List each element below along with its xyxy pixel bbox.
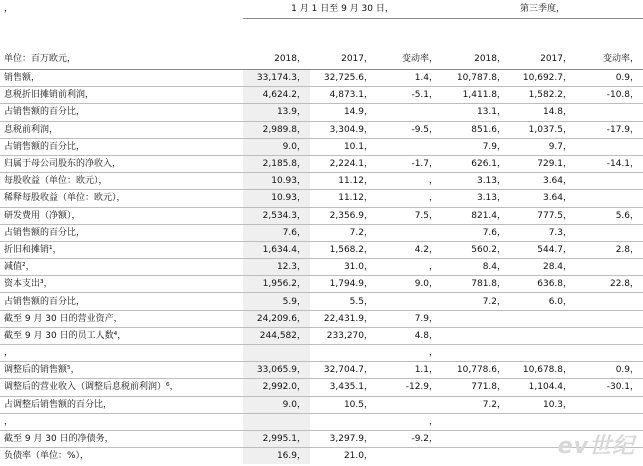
row-value: 636.8，	[510, 276, 576, 293]
row-value	[576, 138, 643, 155]
row-value: 3.13，	[442, 190, 510, 207]
row-value: 11.12，	[310, 190, 377, 207]
row-value: 1,794.9，	[310, 276, 377, 293]
table-row	[0, 259, 643, 276]
row-value: 10,678.8，	[510, 362, 576, 379]
row-value: ，	[377, 413, 442, 430]
row-value: 821.4，	[442, 207, 510, 224]
row-value: 2,534.3，	[243, 207, 310, 224]
row-value: 3,304.9，	[310, 121, 377, 138]
row-value: 10.1，	[310, 138, 377, 155]
row-value: 9.7，	[510, 138, 576, 155]
row-value: 1.4，	[377, 70, 442, 87]
row-value	[243, 413, 310, 430]
row-label: 销售额，	[0, 70, 243, 87]
row-value: 777.5，	[510, 207, 576, 224]
table-row	[0, 430, 643, 447]
row-value: 7.6，	[243, 224, 310, 241]
row-value	[442, 430, 510, 447]
row-value	[576, 104, 643, 121]
row-value: 9.0，	[377, 276, 442, 293]
row-label: 截至 9 月 30 日的净债务，	[0, 430, 243, 447]
row-value: 1,956.2，	[243, 276, 310, 293]
table-row	[0, 121, 643, 138]
table-row	[0, 345, 643, 362]
row-label: 调整后的营业收入（调整后息税前利润）⁶，	[0, 379, 243, 396]
table-row	[0, 104, 643, 121]
table-row	[0, 362, 643, 379]
row-value: 781.8，	[442, 276, 510, 293]
row-value: 3.13，	[442, 173, 510, 190]
row-value	[377, 448, 442, 465]
row-value	[576, 224, 643, 241]
row-value: 2,995.1，	[243, 430, 310, 447]
row-value: 626.1，	[442, 155, 510, 172]
table-row	[0, 396, 643, 413]
row-value	[576, 345, 643, 362]
row-value: -5.1，	[377, 87, 442, 104]
row-label: 占销售额的百分比，	[0, 104, 243, 121]
column-header-2017-quarter: 2017，	[510, 19, 576, 70]
row-value	[442, 413, 510, 430]
table-row	[0, 190, 643, 207]
row-value	[576, 293, 643, 310]
row-label: 占调整后销售额的百分比，	[0, 396, 243, 413]
row-value: 5.6，	[576, 207, 643, 224]
row-value: 4.8，	[377, 327, 442, 344]
row-value	[576, 327, 643, 344]
table-row	[0, 87, 643, 104]
row-value	[576, 190, 643, 207]
row-value: 4.2，	[377, 241, 442, 258]
row-value: ，	[377, 190, 442, 207]
row-label: 占销售额的百分比，	[0, 293, 243, 310]
row-value: 13.9，	[243, 104, 310, 121]
row-label: 占销售额的百分比，	[0, 224, 243, 241]
row-value: 6.0，	[510, 293, 576, 310]
column-header-change-nine-months: 变动率，	[377, 19, 442, 70]
row-value: 771.8，	[442, 379, 510, 396]
row-value: 0.9，	[576, 362, 643, 379]
row-label: ，	[0, 345, 243, 362]
row-label: 息税折旧摊销前利润，	[0, 87, 243, 104]
row-value: 2,356.9，	[310, 207, 377, 224]
row-label: 每股收益（单位：欧元），	[0, 173, 243, 190]
row-value: 14.9，	[310, 104, 377, 121]
row-value: -9.5，	[377, 121, 442, 138]
row-value: 33,065.9，	[243, 362, 310, 379]
column-header-change-quarter: 变动率，	[576, 19, 643, 70]
row-value: 544.7，	[510, 241, 576, 258]
row-value: 1,037.5，	[510, 121, 576, 138]
row-value: 11.12，	[310, 173, 377, 190]
row-value: 22,431.9，	[310, 310, 377, 327]
row-label: 资本支出³，	[0, 276, 243, 293]
row-label: ，	[0, 413, 243, 430]
row-value: 3,297.9，	[310, 430, 377, 447]
table-row	[0, 224, 643, 241]
row-value: 24,209.6，	[243, 310, 310, 327]
row-value: 3,435.1，	[310, 379, 377, 396]
row-value	[310, 413, 377, 430]
row-value: ，	[377, 345, 442, 362]
row-value: 28.4，	[510, 259, 576, 276]
row-value	[576, 413, 643, 430]
row-label: 截至 9 月 30 日的营业资产，	[0, 310, 243, 327]
row-value: 4,873.1，	[310, 87, 377, 104]
row-value: -14.1，	[576, 155, 643, 172]
row-value: 3.64，	[510, 173, 576, 190]
row-value: 13.1，	[442, 104, 510, 121]
row-value: 9.0，	[243, 138, 310, 155]
unit-label: 单位：百万欧元，	[0, 19, 243, 70]
table-row	[0, 379, 643, 396]
watermark-logo: ev世纪	[557, 434, 635, 459]
row-value: 2.8，	[576, 241, 643, 258]
row-value	[377, 293, 442, 310]
row-label: 研发费用（净额），	[0, 207, 243, 224]
row-value: 10,778.6，	[442, 362, 510, 379]
row-value: -30.1，	[576, 379, 643, 396]
row-value: 2,989.8，	[243, 121, 310, 138]
group-header-third-quarter: 第三季度，	[442, 0, 643, 19]
row-value	[377, 224, 442, 241]
row-label: 调整后的销售额⁵，	[0, 362, 243, 379]
table-row	[0, 448, 643, 465]
row-value: 2,185.8，	[243, 155, 310, 172]
row-value: ，	[377, 259, 442, 276]
row-value: 5.9，	[243, 293, 310, 310]
row-label: 减值²，	[0, 259, 243, 276]
row-label: 负债率（单位：%），	[0, 448, 243, 465]
row-value	[442, 310, 510, 327]
row-label: 截至 9 月 30 日的员工人数⁴，	[0, 327, 243, 344]
row-value	[377, 104, 442, 121]
column-header-2018-quarter: 2018，	[442, 19, 510, 70]
row-value: 12.3，	[243, 259, 310, 276]
row-value: 560.2，	[442, 241, 510, 258]
row-value: 1,568.2，	[310, 241, 377, 258]
row-value	[576, 310, 643, 327]
row-value	[310, 345, 377, 362]
row-value: 10.93，	[243, 173, 310, 190]
row-value	[576, 173, 643, 190]
row-value: 233,270，	[310, 327, 377, 344]
row-value	[576, 396, 643, 413]
row-value	[510, 327, 576, 344]
row-value: 31.0，	[310, 259, 377, 276]
row-value: 3.64，	[510, 190, 576, 207]
row-value: 32,704.7，	[310, 362, 377, 379]
row-label: 占销售额的百分比，	[0, 138, 243, 155]
row-value: 1,411.8，	[442, 87, 510, 104]
row-value: 33,174.3，	[243, 70, 310, 87]
table-row	[0, 327, 643, 344]
table-row	[0, 413, 643, 430]
row-value: 7.2，	[310, 224, 377, 241]
table-row	[0, 293, 643, 310]
row-value: -12.9，	[377, 379, 442, 396]
row-value	[510, 310, 576, 327]
row-value: 7.9，	[377, 310, 442, 327]
row-label: 归属于母公司股东的净收入，	[0, 155, 243, 172]
row-value	[442, 327, 510, 344]
row-value: 1,634.4，	[243, 241, 310, 258]
column-header-2017-nine-months: 2017，	[310, 19, 377, 70]
row-value: -10.8，	[576, 87, 643, 104]
table-row	[0, 70, 643, 87]
row-value: 22.8，	[576, 276, 643, 293]
row-value: 10,692.7，	[510, 70, 576, 87]
row-value: 10.3，	[510, 396, 576, 413]
row-value	[510, 345, 576, 362]
row-value: 10.5，	[310, 396, 377, 413]
row-value: 7.6，	[442, 224, 510, 241]
row-value: 32,725.6，	[310, 70, 377, 87]
row-value: 7.5，	[377, 207, 442, 224]
row-value: 1,582.2，	[510, 87, 576, 104]
row-value: 0.9，	[576, 70, 643, 87]
row-value: -9.2，	[377, 430, 442, 447]
row-value: -1.7，	[377, 155, 442, 172]
row-value: 851.6，	[442, 121, 510, 138]
table-row	[0, 207, 643, 224]
row-value: 7.2，	[442, 396, 510, 413]
row-value: 2,224.1，	[310, 155, 377, 172]
table-row	[0, 173, 643, 190]
row-value: -17.9，	[576, 121, 643, 138]
row-value	[510, 413, 576, 430]
row-value: ，	[377, 173, 442, 190]
row-value: 244,582，	[243, 327, 310, 344]
row-value: 7.3，	[510, 224, 576, 241]
row-value: 8.4，	[442, 259, 510, 276]
header-leading-mark: ，	[4, 4, 14, 15]
row-value: 7.2，	[442, 293, 510, 310]
column-header-2018-nine-months: 2018，	[243, 19, 310, 70]
row-label: 息税前利润，	[0, 121, 243, 138]
row-value: 16.9，	[243, 448, 310, 465]
row-value	[377, 396, 442, 413]
row-value: 1.1，	[377, 362, 442, 379]
table-row	[0, 155, 643, 172]
row-value: 4,624.2，	[243, 87, 310, 104]
row-value: 2,992.0，	[243, 379, 310, 396]
row-value	[442, 345, 510, 362]
table-row	[0, 241, 643, 258]
row-value: 14.8，	[510, 104, 576, 121]
row-value: 10.93，	[243, 190, 310, 207]
row-value	[576, 259, 643, 276]
group-header-nine-months: 1 月 1 日至 9 月 30 日，	[243, 0, 442, 19]
row-value: 9.0，	[243, 396, 310, 413]
row-label: 稀释每股收益（单位：欧元），	[0, 190, 243, 207]
row-value	[243, 345, 310, 362]
row-value: 21.0，	[310, 448, 377, 465]
table-row	[0, 310, 643, 327]
row-value	[442, 448, 510, 465]
table-row	[0, 138, 643, 155]
row-label: 折旧和摊销¹，	[0, 241, 243, 258]
table-row	[0, 276, 643, 293]
row-value: 729.1，	[510, 155, 576, 172]
row-value	[377, 138, 442, 155]
row-value: 10,787.8，	[442, 70, 510, 87]
row-value: 7.9，	[442, 138, 510, 155]
row-value: 1,104.4，	[510, 379, 576, 396]
row-value: 5.5，	[310, 293, 377, 310]
